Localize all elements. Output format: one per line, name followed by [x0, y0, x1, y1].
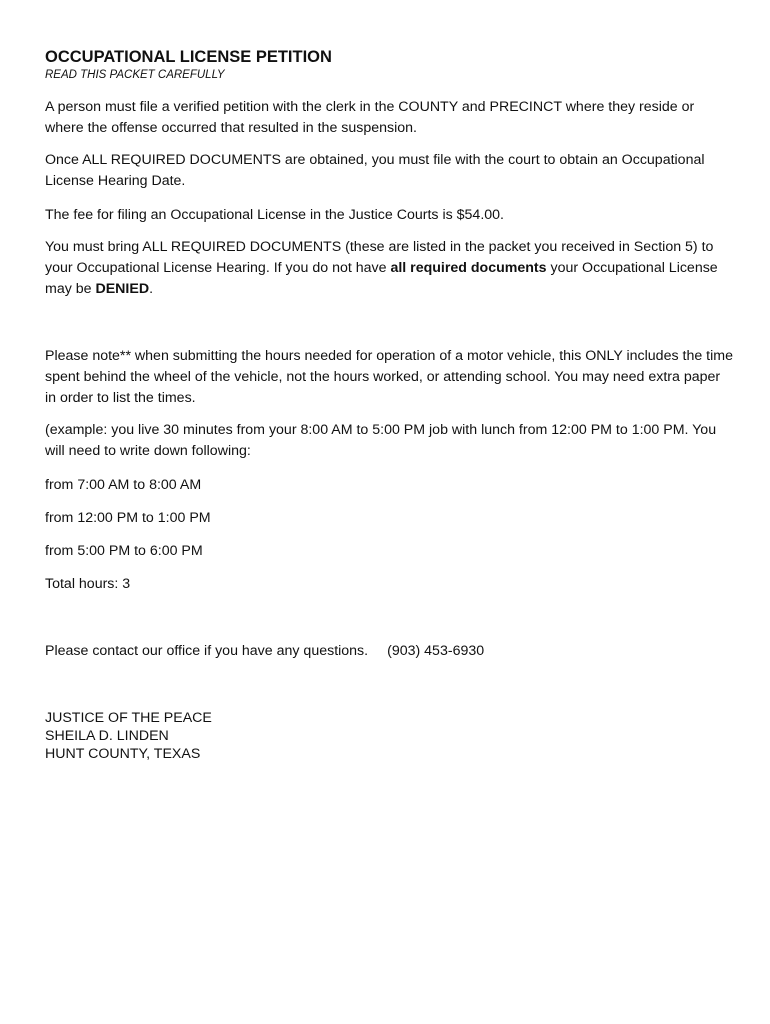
signature-name: SHEILA D. LINDEN	[45, 728, 169, 744]
paragraph-hearing-text-3: .	[149, 281, 154, 297]
signature-title: JUSTICE OF THE PEACE	[45, 710, 212, 726]
time-entry-3: from 5:00 PM to 6:00 PM	[45, 543, 203, 559]
emphasis-all-required-documents: all required documents	[390, 260, 547, 276]
paragraph-hearing-text-1: You must bring ALL REQUIRED DOCUMENTS (these are listed in the packet you received in Section 5) to your Occupational License Hearing. If you do not have	[45, 239, 714, 276]
paragraph-required-documents: Once ALL REQUIRED DOCUMENTS are obtained, you must file with the court to obtain an Occupational License Hearing Date.	[45, 152, 705, 189]
contact-line	[45, 641, 735, 662]
paragraph-driving-hours-note: Please note** when submitting the hours needed for operation of a motor vehicle, this ONLY includes the time spent behind the wheel of the vehicle, not the hours worked, or attending school. You may need extra paper in order to list the times.	[45, 348, 733, 406]
emphasis-denied: DENIED	[95, 281, 150, 297]
contact-text: Please contact our office if you have any questions.	[45, 643, 369, 659]
time-entry-1: from 7:00 AM to 8:00 AM	[45, 477, 202, 493]
contact-phone: (903) 453-6930	[387, 643, 485, 659]
signature-block	[45, 709, 212, 763]
signature-county: HUNT COUNTY, TEXAS	[45, 746, 201, 762]
paragraph-example: (example: you live 30 minutes from your 8:00 AM to 5:00 PM job with lunch from 12:00 PM to 1:00 PM. You will need to write down following:	[45, 422, 717, 459]
total-hours: Total hours: 3	[45, 576, 131, 592]
paragraph-filing-location: A person must file a verified petition with the clerk in the COUNTY and PRECINCT where they reside or where the offense occurred that resulted in the suspension.	[45, 99, 695, 136]
paragraph-hearing-text-2: your Occupational License may be	[45, 260, 718, 297]
document-subtitle: READ THIS PACKET CAREFULLY	[45, 69, 225, 81]
paragraph-fee: The fee for filing an Occupational License in the Justice Courts is $54.00.	[45, 207, 504, 223]
paragraph-hearing-documents	[45, 237, 735, 300]
document-title: OCCUPATIONAL LICENSE PETITION	[45, 48, 332, 66]
time-entry-2: from 12:00 PM to 1:00 PM	[45, 510, 211, 526]
